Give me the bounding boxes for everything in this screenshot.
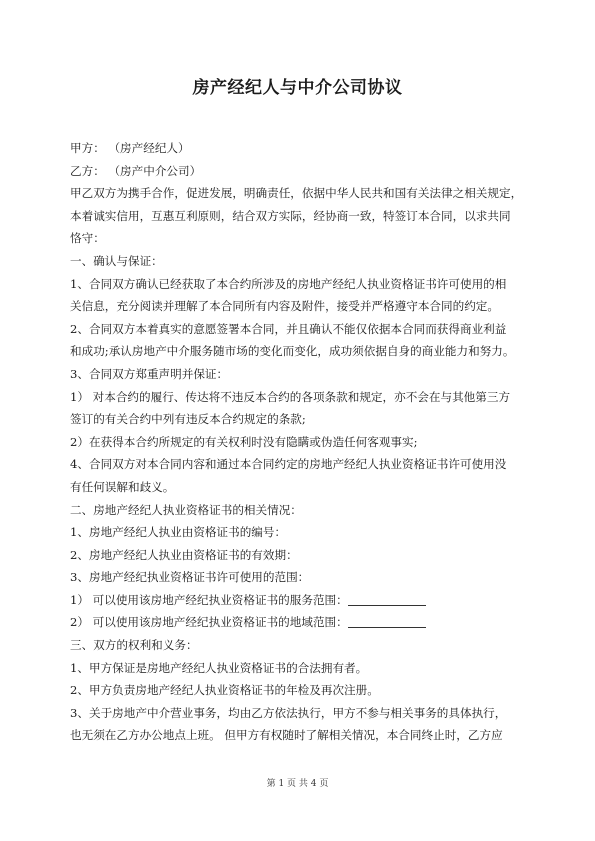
page-footer: 第 1 页 共 4 页 — [266, 779, 329, 789]
text-line — [70, 386, 530, 409]
line-text: 2、甲方负责房地产经纪人执业资格证书的年检及再次注册。 — [70, 683, 379, 698]
text-line — [70, 137, 530, 160]
line-text: 本着诚实信用，互惠互利原则，结合双方实际，经协商一致，特签订本合同，以求共同 — [70, 208, 511, 223]
text-line — [70, 318, 530, 341]
text-line — [70, 363, 530, 386]
line-text: 乙方： （房产中介公司） — [70, 163, 202, 178]
line-text: 1、房地产经纪人执业由资格证书的编号： — [70, 525, 287, 540]
text-line — [70, 476, 530, 499]
text-line — [70, 544, 530, 567]
line-text: 2） 可以使用该房地产经纪执业资格证书的地域范围： — [70, 615, 348, 630]
line-text: 3、关于房地产中介营业事务，均由乙方依法执行，甲方不参与相关事务的具体执行， — [70, 705, 507, 720]
line-text: 恪守： — [70, 231, 105, 246]
line-text: 1、甲方保证是房地产经纪人执业资格证书的合法拥有者。 — [70, 660, 368, 675]
text-line — [70, 453, 530, 476]
text-line — [70, 657, 530, 680]
text-line — [70, 340, 530, 363]
line-text: 甲方： （房产经纪人） — [70, 141, 190, 155]
line-text: 二、房地产经纪人执业资格证书的相关情况： — [70, 502, 302, 517]
document-title: 房产经纪人与中介公司协议 — [192, 78, 403, 98]
text-line — [70, 521, 530, 544]
fill-in-blank — [348, 591, 426, 606]
text-line — [70, 611, 530, 634]
text-line — [70, 499, 530, 522]
text-line — [70, 160, 530, 183]
line-text: 甲乙双方为携手合作，促进发展，明确责任，依据中华人民共和国有关法律之相关规定， — [70, 186, 523, 201]
line-text: 1） 可以使用该房地产经纪执业资格证书的服务范围： — [70, 592, 348, 607]
line-text: 3、合同双方郑重声明并保证： — [70, 366, 229, 381]
line-text: 有任何误解和歧义。 — [70, 479, 175, 494]
text-line — [70, 227, 530, 250]
text-line — [70, 205, 530, 228]
line-text: 4、合同双方对本合同内容和通过本合同约定的房地产经纪人执业资格证书许可使用没 — [70, 457, 507, 472]
text-line — [70, 566, 530, 589]
text-line — [70, 273, 530, 296]
line-text: 也无须在乙方办公地点上班。 但甲方有权随时了解相关情况，本合同终止时，乙方应 — [70, 728, 503, 743]
text-line — [70, 634, 530, 657]
text-line — [70, 679, 530, 702]
document-body — [70, 137, 530, 747]
line-text: 3、房地产经纪执业资格证书许可使用的范围： — [70, 570, 310, 585]
text-line — [70, 182, 530, 205]
line-text: 2）在获得本合约所规定的有关权利时没有隐瞒或伪造任何客观事实; — [70, 434, 418, 449]
line-text: 1） 对本合约的履行、传达将不违反本合约的各项条款和规定，亦不会在与其他第三方 — [70, 389, 511, 404]
line-text: 1、合同双方确认已经获取了本合约所涉及的房地产经纪人执业资格证书许可使用的相 — [70, 276, 507, 291]
line-text: 关信息，充分阅读并理解了本合同所有内容及附件，接受并严格遵守本合同的约定。 — [70, 299, 499, 314]
line-text: 签订的有关合约中列有违反本合约规定的条款; — [70, 412, 306, 427]
line-text: 2、合同双方本着真实的意愿签署本合同，并且确认不能仅依据本合同而获得商业利益 — [70, 321, 507, 336]
line-text: 和成功;承认房地产中介服务随市场的变化而变化，成功须依据自身的商业能力和努力。 — [70, 344, 515, 359]
line-text: 2、房地产经纪人执业由资格证书的有效期： — [70, 547, 298, 562]
text-line — [70, 431, 530, 454]
line-text: 一、确认与保证： — [70, 253, 163, 268]
fill-in-blank — [348, 613, 426, 628]
text-line — [70, 408, 530, 431]
text-line — [70, 295, 530, 318]
text-line — [70, 589, 530, 612]
line-text: 三、双方的权利和义务： — [70, 638, 198, 653]
text-line — [70, 724, 530, 747]
text-line — [70, 250, 530, 273]
text-line — [70, 702, 530, 725]
